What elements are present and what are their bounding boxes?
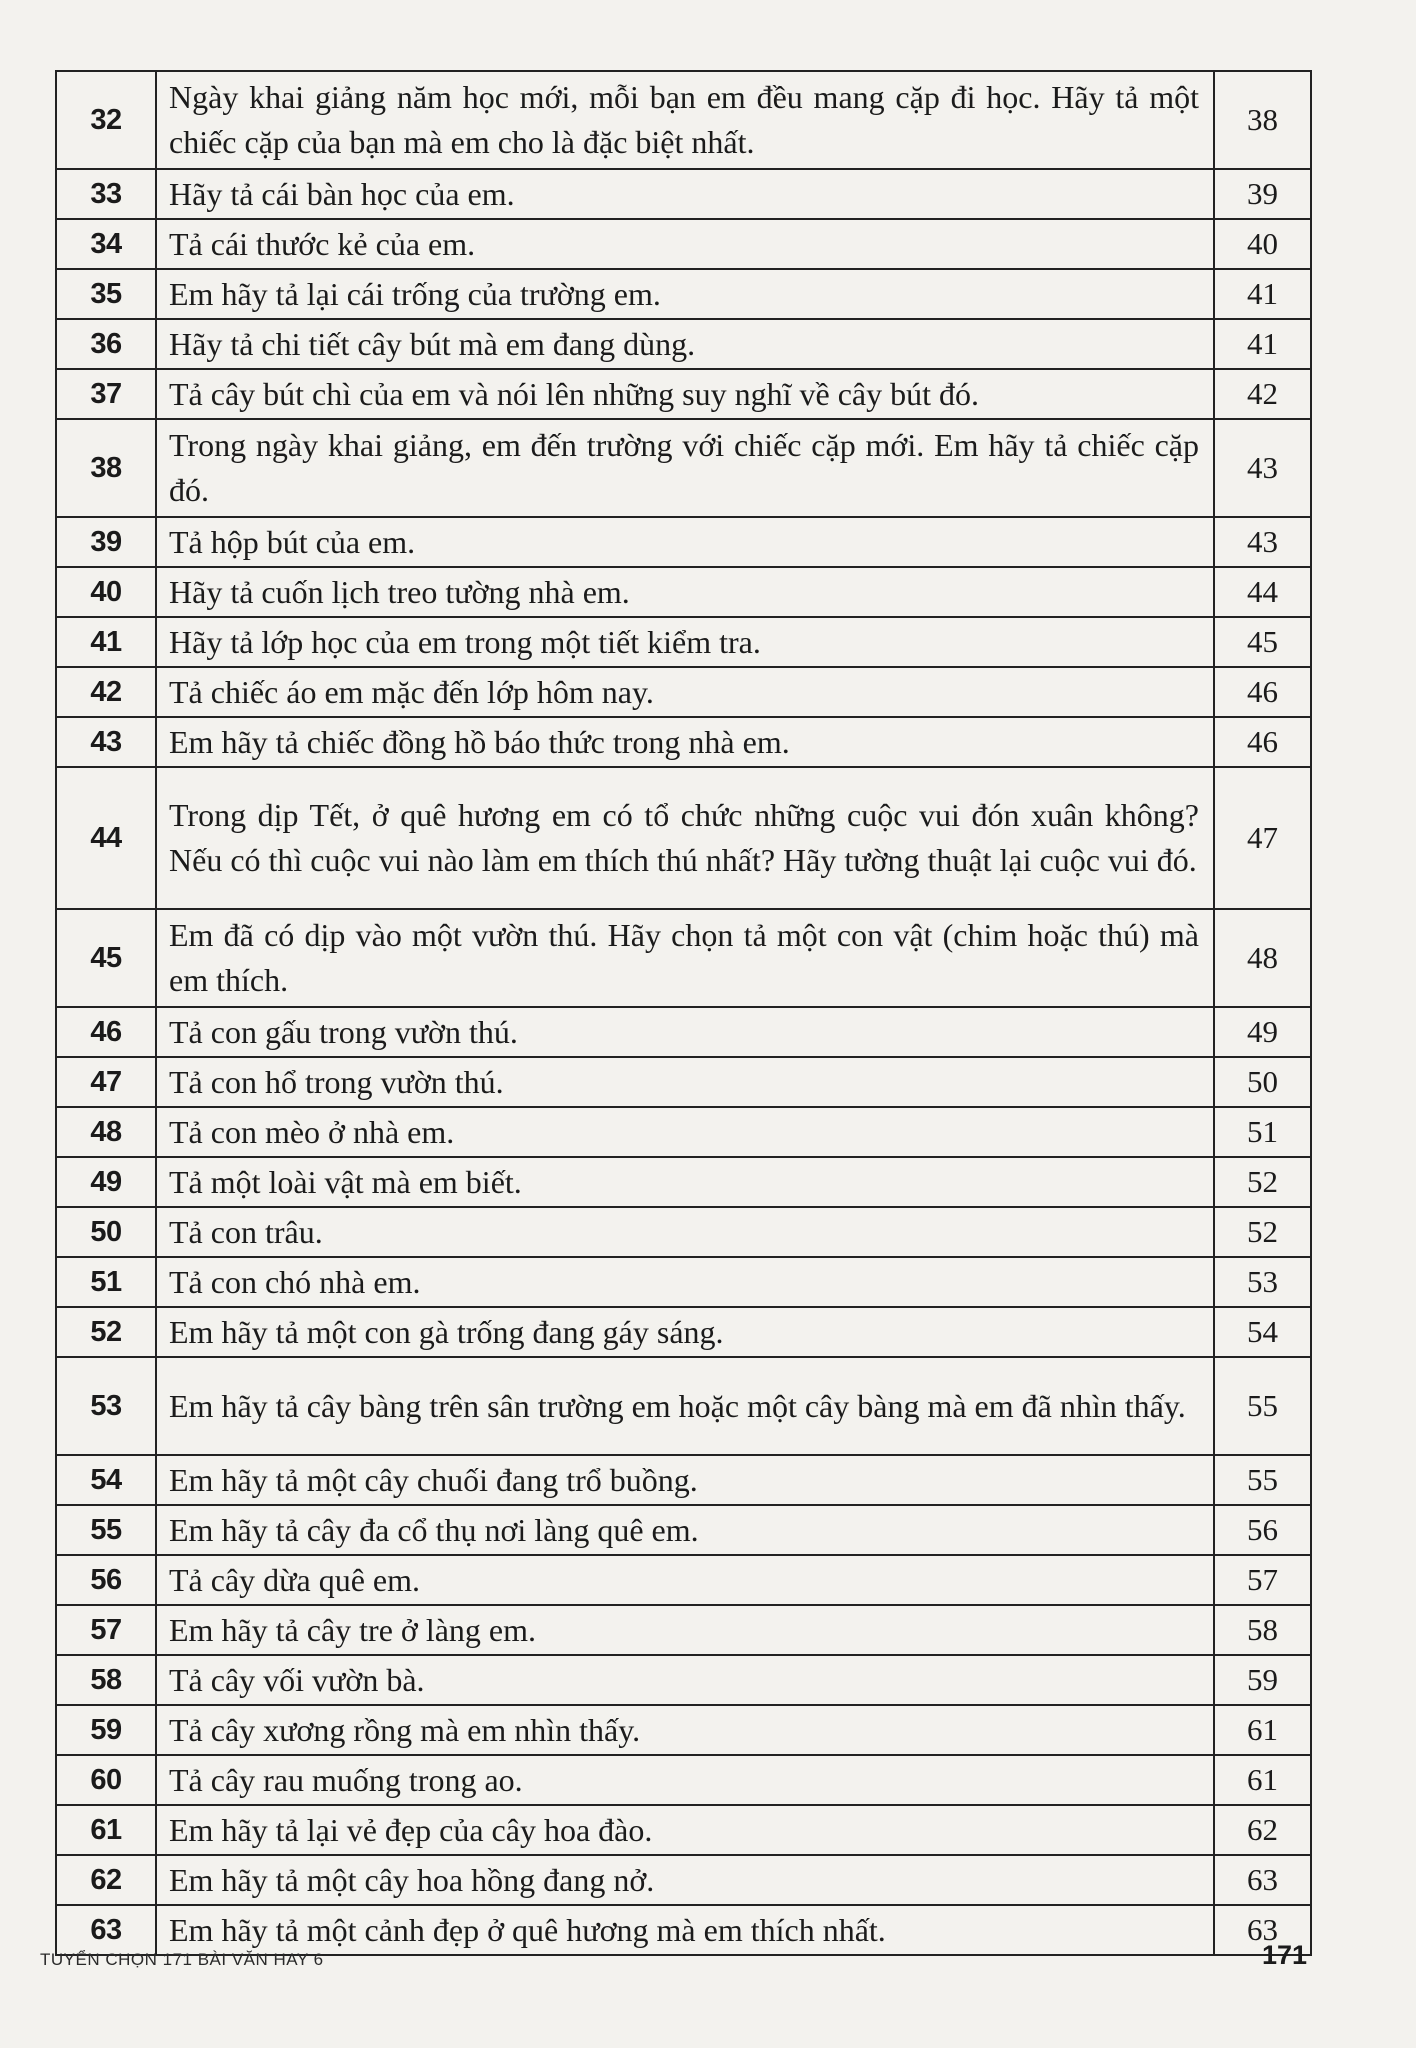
table-row <box>56 1805 1311 1855</box>
table-row <box>56 767 1311 909</box>
entry-number: 39 <box>56 517 156 567</box>
table-row <box>56 1605 1311 1655</box>
entry-page: 50 <box>1214 1057 1311 1107</box>
entry-title: Tả cây vối vườn bà. <box>156 1655 1214 1705</box>
entry-page: 55 <box>1214 1357 1311 1455</box>
entry-number: 51 <box>56 1257 156 1307</box>
entry-title: Tả chiếc áo em mặc đến lớp hôm nay. <box>156 667 1214 717</box>
entry-page: 51 <box>1214 1107 1311 1157</box>
entry-number: 48 <box>56 1107 156 1157</box>
table-row <box>56 1855 1311 1905</box>
entry-page: 56 <box>1214 1505 1311 1555</box>
entry-page: 44 <box>1214 567 1311 617</box>
entry-title: Em hãy tả một cây chuối đang trổ buồng. <box>156 1455 1214 1505</box>
entry-page: 63 <box>1214 1855 1311 1905</box>
table-row <box>56 1107 1311 1157</box>
entry-title: Em hãy tả một cây hoa hồng đang nở. <box>156 1855 1214 1905</box>
entry-page: 52 <box>1214 1207 1311 1257</box>
entry-title: Tả cây xương rồng mà em nhìn thấy. <box>156 1705 1214 1755</box>
table-row <box>56 1307 1311 1357</box>
table-row <box>56 1705 1311 1755</box>
entry-title: Em hãy tả cây tre ở làng em. <box>156 1605 1214 1655</box>
entry-page: 38 <box>1214 71 1311 169</box>
entry-title: Em hãy tả một cảnh đẹp ở quê hương mà em thích nhất. <box>156 1905 1214 1955</box>
table-row <box>56 1057 1311 1107</box>
table-row <box>56 1207 1311 1257</box>
table-row <box>56 1157 1311 1207</box>
entry-title: Tả con hổ trong vườn thú. <box>156 1057 1214 1107</box>
entry-page: 41 <box>1214 319 1311 369</box>
entry-number: 34 <box>56 219 156 269</box>
entry-title: Tả con gấu trong vườn thú. <box>156 1007 1214 1057</box>
entry-number: 42 <box>56 667 156 717</box>
entry-number: 49 <box>56 1157 156 1207</box>
entry-number: 60 <box>56 1755 156 1805</box>
entry-title: Tả con trâu. <box>156 1207 1214 1257</box>
entry-page: 48 <box>1214 909 1311 1007</box>
table-row <box>56 219 1311 269</box>
entry-number: 32 <box>56 71 156 169</box>
table-row <box>56 419 1311 517</box>
entry-page: 43 <box>1214 419 1311 517</box>
table-row <box>56 169 1311 219</box>
entry-page: 47 <box>1214 767 1311 909</box>
entry-number: 58 <box>56 1655 156 1705</box>
entry-number: 57 <box>56 1605 156 1655</box>
footer-page-number: 171 <box>1262 1940 1308 1970</box>
entry-page: 49 <box>1214 1007 1311 1057</box>
entry-number: 52 <box>56 1307 156 1357</box>
entry-page: 46 <box>1214 667 1311 717</box>
entry-page: 57 <box>1214 1555 1311 1605</box>
entry-title: Em hãy tả lại vẻ đẹp của cây hoa đào. <box>156 1805 1214 1855</box>
entry-number: 37 <box>56 369 156 419</box>
entry-number: 50 <box>56 1207 156 1257</box>
table-row <box>56 717 1311 767</box>
entry-page: 63 <box>1214 1905 1311 1955</box>
table-row <box>56 319 1311 369</box>
table-row <box>56 1505 1311 1555</box>
entry-title: Em hãy tả lại cái trống của trường em. <box>156 269 1214 319</box>
entry-title: Hãy tả chi tiết cây bút mà em đang dùng. <box>156 319 1214 369</box>
entry-number: 40 <box>56 567 156 617</box>
entry-title: Tả cây dừa quê em. <box>156 1555 1214 1605</box>
entry-number: 54 <box>56 1455 156 1505</box>
table-row <box>56 1905 1311 1955</box>
entry-page: 58 <box>1214 1605 1311 1655</box>
entry-page: 52 <box>1214 1157 1311 1207</box>
entry-number: 59 <box>56 1705 156 1755</box>
table-row <box>56 269 1311 319</box>
table-row <box>56 1357 1311 1455</box>
table-row <box>56 1755 1311 1805</box>
entry-number: 61 <box>56 1805 156 1855</box>
entry-number: 62 <box>56 1855 156 1905</box>
entry-page: 61 <box>1214 1755 1311 1805</box>
entry-page: 41 <box>1214 269 1311 319</box>
table-row <box>56 71 1311 169</box>
footer-book-title: TUYỂN CHỌN 171 BÀI VĂN HAY 6 <box>40 1950 324 1969</box>
table-row <box>56 1007 1311 1057</box>
entry-title: Em hãy tả cây bàng trên sân trường em hoặc một cây bàng mà em đã nhìn thấy. <box>156 1357 1214 1455</box>
entry-number: 47 <box>56 1057 156 1107</box>
entry-page: 39 <box>1214 169 1311 219</box>
entry-page: 46 <box>1214 717 1311 767</box>
entry-number: 53 <box>56 1357 156 1455</box>
entry-number: 56 <box>56 1555 156 1605</box>
entry-title: Tả con chó nhà em. <box>156 1257 1214 1307</box>
entry-number: 36 <box>56 319 156 369</box>
entry-title: Em hãy tả chiếc đồng hồ báo thức trong nhà em. <box>156 717 1214 767</box>
entry-number: 45 <box>56 909 156 1007</box>
table-row <box>56 1455 1311 1505</box>
entry-title: Hãy tả cái bàn học của em. <box>156 169 1214 219</box>
entry-number: 55 <box>56 1505 156 1555</box>
entry-title: Hãy tả lớp học của em trong một tiết kiểm tra. <box>156 617 1214 667</box>
entry-title: Tả hộp bút của em. <box>156 517 1214 567</box>
entry-number: 38 <box>56 419 156 517</box>
table-row <box>56 667 1311 717</box>
entry-page: 62 <box>1214 1805 1311 1855</box>
table-row <box>56 567 1311 617</box>
table-row <box>56 369 1311 419</box>
entry-title: Ngày khai giảng năm học mới, mỗi bạn em đều mang cặp đi học. Hãy tả một chiếc cặp của bạn mà em cho là đặc biệt nhất. <box>156 71 1214 169</box>
entry-title: Tả con mèo ở nhà em. <box>156 1107 1214 1157</box>
entry-number: 43 <box>56 717 156 767</box>
entry-title: Em hãy tả một con gà trống đang gáy sáng. <box>156 1307 1214 1357</box>
entry-page: 40 <box>1214 219 1311 269</box>
entry-title: Tả cây bút chì của em và nói lên những suy nghĩ về cây bút đó. <box>156 369 1214 419</box>
entry-title: Em hãy tả cây đa cổ thụ nơi làng quê em. <box>156 1505 1214 1555</box>
entry-number: 63 <box>56 1905 156 1955</box>
entry-number: 46 <box>56 1007 156 1057</box>
entry-title: Hãy tả cuốn lịch treo tường nhà em. <box>156 567 1214 617</box>
entry-title: Em đã có dịp vào một vườn thú. Hãy chọn tả một con vật (chim hoặc thú) mà em thích. <box>156 909 1214 1007</box>
entry-number: 35 <box>56 269 156 319</box>
entry-title: Trong dịp Tết, ở quê hương em có tổ chức những cuộc vui đón xuân không? Nếu có thì cuộc vui nào làm em thích thú nhất? Hãy tường thuật lại cuộc vui đó. <box>156 767 1214 909</box>
entry-page: 54 <box>1214 1307 1311 1357</box>
entry-number: 41 <box>56 617 156 667</box>
table-row <box>56 1655 1311 1705</box>
entry-page: 42 <box>1214 369 1311 419</box>
entry-title: Trong ngày khai giảng, em đến trường với chiếc cặp mới. Em hãy tả chiếc cặp đó. <box>156 419 1214 517</box>
table-of-contents <box>55 70 1312 1956</box>
entry-page: 59 <box>1214 1655 1311 1705</box>
table-row <box>56 617 1311 667</box>
entry-title: Tả một loài vật mà em biết. <box>156 1157 1214 1207</box>
table-row <box>56 1555 1311 1605</box>
entry-page: 61 <box>1214 1705 1311 1755</box>
table-row <box>56 517 1311 567</box>
entry-number: 33 <box>56 169 156 219</box>
entry-title: Tả cây rau muống trong ao. <box>156 1755 1214 1805</box>
entry-page: 53 <box>1214 1257 1311 1307</box>
entry-title: Tả cái thước kẻ của em. <box>156 219 1214 269</box>
table-row <box>56 909 1311 1007</box>
entry-page: 55 <box>1214 1455 1311 1505</box>
entry-page: 43 <box>1214 517 1311 567</box>
entry-number: 44 <box>56 767 156 909</box>
table-row <box>56 1257 1311 1307</box>
entry-page: 45 <box>1214 617 1311 667</box>
